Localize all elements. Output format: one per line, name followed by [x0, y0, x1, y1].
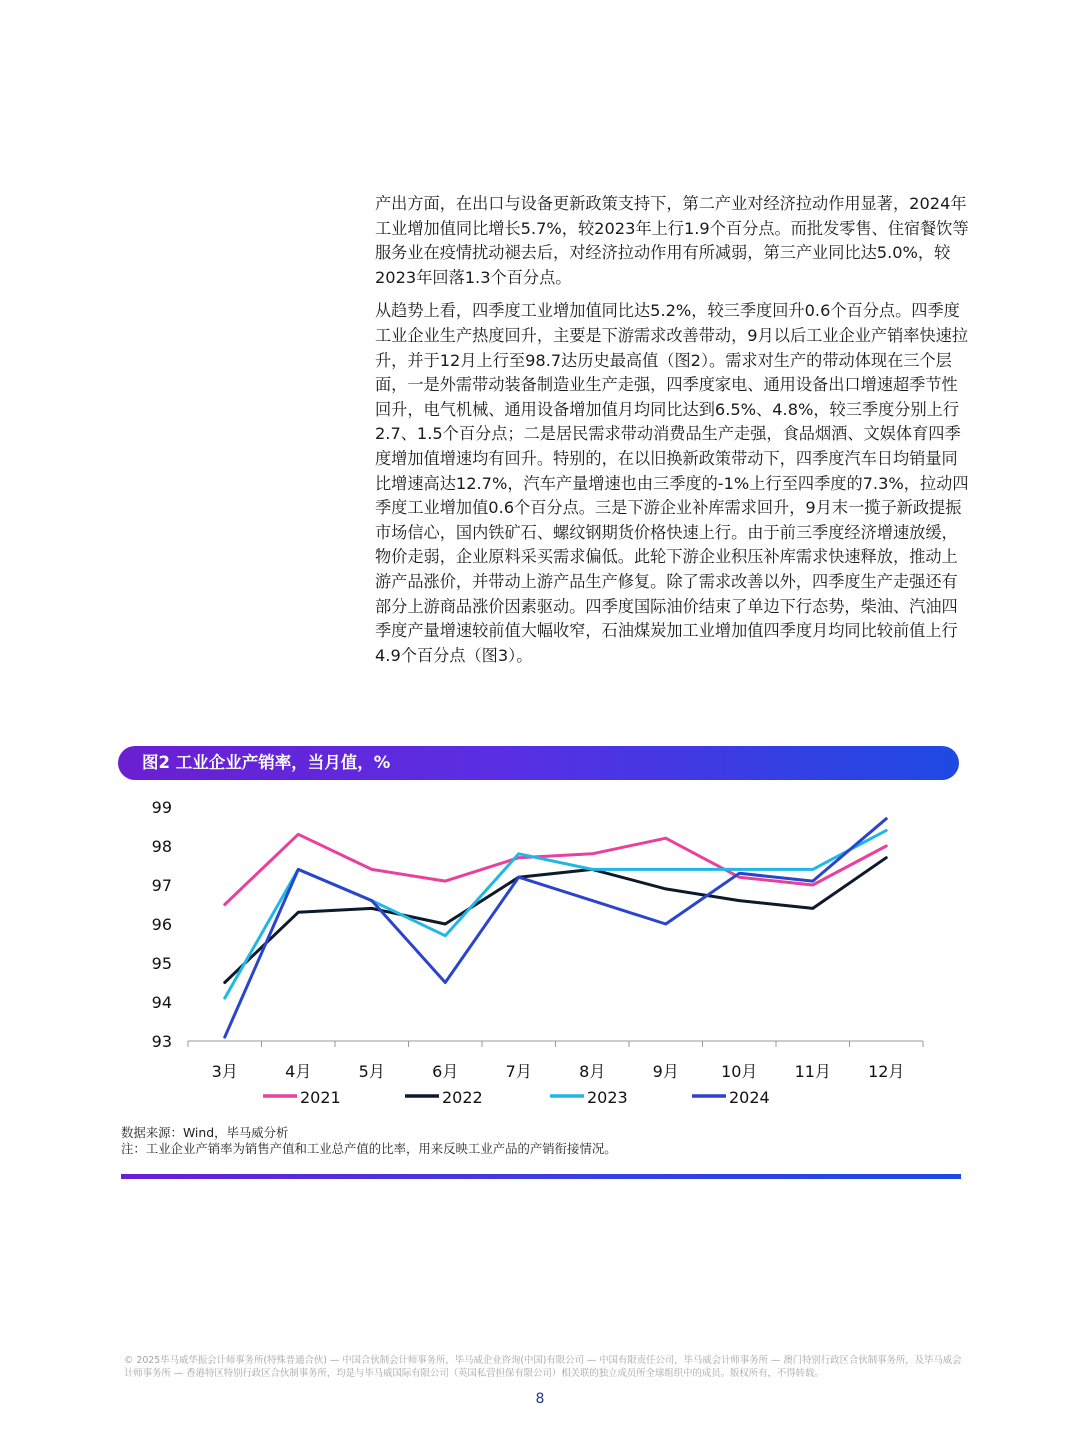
x-tick-label: 3月	[211, 1062, 238, 1081]
legend-label-2024: 2024	[729, 1088, 770, 1107]
y-tick-label: 93	[151, 1032, 172, 1051]
y-tick-label: 95	[151, 954, 172, 973]
x-tick-label: 6月	[432, 1062, 459, 1081]
y-tick-label: 96	[151, 915, 172, 934]
copyright-footer: © 2025毕马威华振会计师事务所(特殊普通合伙) — 中国合伙制会计师事务所，毕马威企业咨询(中国)有限公司 — 中国有限责任公司，毕马威会计师事务所 — 澳门特别行政区合伙制事务所，及毕马威会计师事务所 — 香港特区特别行政区合伙制事务所，均是与毕马威国际有限公司（英国私营担保有限公司）相关联的独立成员所全球组织中的成员。版权所有，不得转载。	[124, 1355, 962, 1379]
chart-note: 注：工业企业产销率为销售产值和工业总产值的比率，用来反映工业产品的产销衔接情况。	[121, 1141, 617, 1156]
x-tick-label: 7月	[505, 1062, 532, 1081]
series-line-2022	[225, 858, 887, 983]
y-tick-label: 98	[151, 837, 172, 856]
figure-title-banner: 图2 工业企业产销率，当月值，%	[118, 746, 959, 780]
line-chart	[118, 790, 960, 1120]
line-chart-container	[118, 790, 960, 1120]
x-tick-label: 5月	[358, 1062, 385, 1081]
y-tick-label: 97	[151, 876, 172, 895]
data-source: 数据来源：Wind，毕马威分析	[121, 1125, 289, 1140]
figure-notes	[121, 1125, 961, 1157]
y-tick-label: 94	[151, 993, 172, 1012]
legend-label-2022: 2022	[442, 1088, 483, 1107]
x-tick-label: 9月	[652, 1062, 679, 1081]
y-tick-label: 99	[151, 798, 172, 817]
x-tick-label: 12月	[868, 1062, 905, 1081]
x-tick-label: 10月	[721, 1062, 758, 1081]
x-tick-label: 11月	[794, 1062, 831, 1081]
legend-label-2023: 2023	[587, 1088, 628, 1107]
article-body	[375, 192, 970, 677]
page-number: 8	[535, 1391, 545, 1407]
x-tick-label: 8月	[579, 1062, 606, 1081]
legend-label-2021: 2021	[300, 1088, 341, 1107]
series-line-2024	[225, 819, 887, 1037]
section-divider	[121, 1174, 961, 1179]
x-tick-label: 4月	[285, 1062, 312, 1081]
paragraph-output: 产出方面，在出口与设备更新政策支持下，第二产业对经济拉动作用显著，2024年工业增加值同比增长5.7%，较2023年上行1.9个百分点。而批发零售、住宿餐饮等服务业在疫情扰动褪去后，对经济拉动作用有所减弱，第三产业同比达5.0%，较2023年回落1.3个百分点。	[375, 194, 969, 287]
paragraph-trend: 从趋势上看，四季度工业增加值同比达5.2%，较三季度回升0.6个百分点。四季度工业企业生产热度回升，主要是下游需求改善带动，9月以后工业企业产销率快速拉升，并于12月上行至98.7达历史最高值（图2）。需求对生产的带动体现在三个层面，一是外需带动装备制造业生产走强，四季度家电、通用设备出口增速超季节性回升，电气机械、通用设备增加值月均同比达到6.5%、4.8%，较三季度分别上行2.7、1.5个百分点；二是居民需求带动消费品生产走强，食品烟酒、文娱体育四季度增加值增速均有回升。特别的，在以旧换新政策带动下，四季度汽车日均销量同比增速高达12.7%，汽车产量增速也由三季度的-1%上行至四季度的7.3%，拉动四季度工业增加值0.6个百分点。三是下游企业补库需求回升，9月末一揽子新政提振市场信心，国内铁矿石、螺纹钢期货价格快速上行。由于前三季度经济增速放缓，物价走弱，企业原料采买需求偏低。此轮下游企业积压补库需求快速释放，推动上游产品涨价，并带动上游产品生产修复。除了需求改善以外，四季度生产走强还有部分上游商品涨价因素驱动。四季度国际油价结束了单边下行态势，柴油、汽油四季度产量增速较前值大幅收窄，石油煤炭加工业增加值四季度月均同比较前值上行4.9个百分点（图3）。	[375, 301, 969, 665]
